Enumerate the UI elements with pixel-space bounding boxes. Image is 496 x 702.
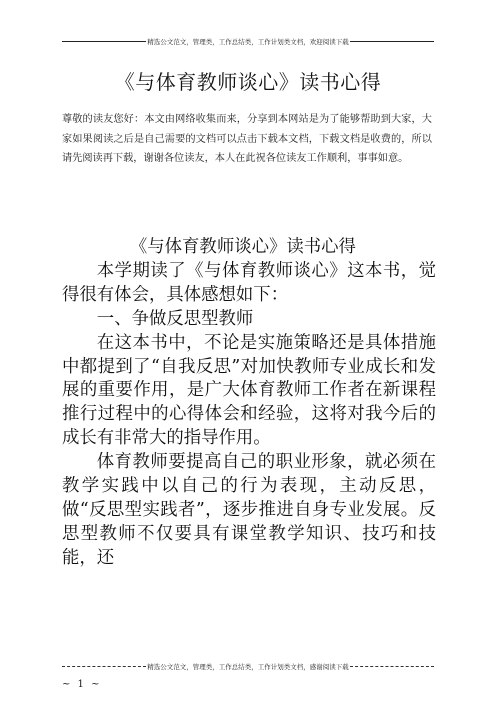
header-rule-left (62, 41, 146, 42)
reader-notice: 尊敬的读友您好：本文由网络收集而来，分享到本网站是为了能够帮助到大家，大家如果阅读之后是自己需要的文档可以点击下载本文档，下载文档是收费的，所以请先阅读再下载，谢谢各位读友，本人在此祝各位读友工作顺利，事事如意。 (62, 114, 432, 164)
section-heading: 一、争做反思型教师 (96, 308, 254, 329)
page-number: ~ 1 ~ (62, 679, 102, 690)
footer-rule-right (350, 666, 434, 667)
page-header (62, 35, 434, 47)
body-paragraph: 在这本书中，不论是实施策略还是具体措施中都提到了“自我反思”对加快教师专业成长和发展的重要作用，是广大体育教师工作者在新课程推行过程中的心得体会和经验，这将对我今后的成长有非常大的指导作用。 (62, 332, 436, 449)
page-footer (62, 660, 434, 672)
body-paragraph: 本学期读了《与体育教师谈心》这本书，觉得很有体会，具体感想如下： (62, 260, 436, 305)
document-title: 《与体育教师谈心》读书心得 (114, 70, 382, 94)
header-text: 精选公文范文，管理类，工作总结类，工作计划类文档，欢迎阅读下载 (147, 37, 349, 46)
header-rule-right (350, 41, 434, 42)
document-body (62, 236, 436, 571)
body-title: 《与体育教师谈心》读书心得 (129, 237, 356, 257)
footer-text: 精选公文范文，管理类，工作总结类，工作计划类文档，感谢阅读下载 (147, 662, 349, 671)
footer-rule-left (62, 666, 146, 667)
body-paragraph: 体育教师要提高自己的职业形象，就必须在教学实践中以自己的行为表现，主动反思，做“反思型实践者”，逐步推进自身专业发展。反思型教师不仅要具有课堂教学知识、技巧和技能，还 (62, 452, 436, 568)
